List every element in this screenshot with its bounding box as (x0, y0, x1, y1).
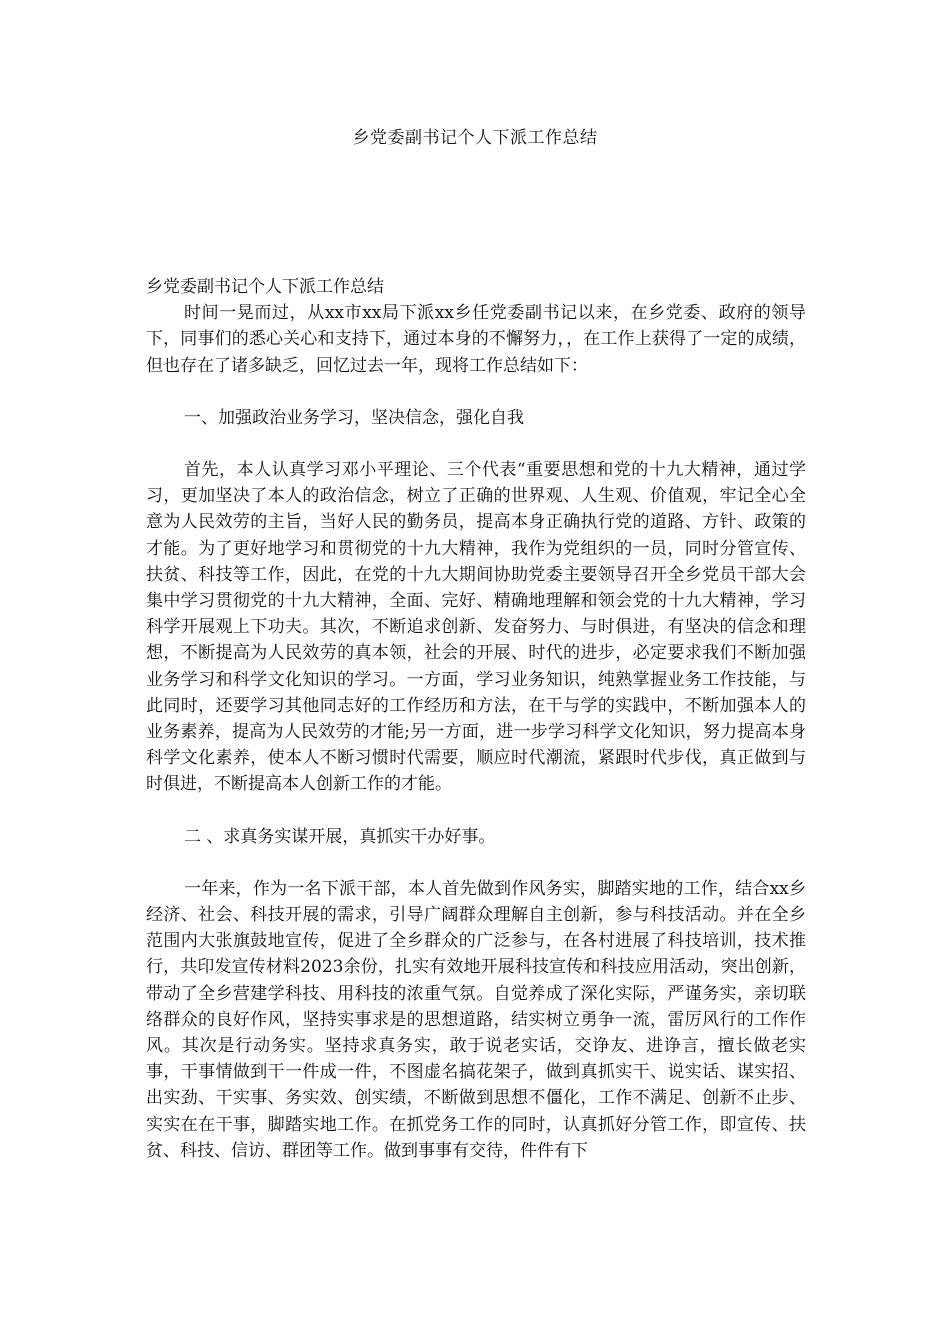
document-body (146, 274, 806, 1164)
paragraph-spacer (146, 850, 806, 876)
section-body-2: 一年来，作为一名下派干部，本人首先做到作风务实，脚踏实地的工作，结合xx乡经济、社会、科技开展的需求，引导广阔群众理解自主创新，参与科技活动。并在全乡范围内大张旗鼓地宣传，促进了全乡群众的广泛参与，在各村进展了科技培训，技术推行，共印发宣传材料2023余份，扎实有效地开展科技宣传和科技应用活动，突出创新，带动了全乡营建学科技、用科技的浓重气氛。自觉养成了深化实际，严谨务实，亲切联络群众的良好作风，坚持实事求是的思想道路，结实树立勇争一流，雷厉风行的工作作风。其次是行动务实。坚持求真务实，敢于说老实话，交诤友、进诤言，擅长做老实事，干事情做到干一件成一件，不图虚名搞花架子，做到真抓实干、说实话、谋实招、出实劲、干实事、务实效、创实绩，不断做到思想不僵化，工作不满足、创新不止步、实实在在干事，脚踏实地工作。在抓党务工作的同时，认真抓好分管工作，即宣传、扶贫、科技、信访、群团等工作。做到事事有交待，件件有下 (146, 878, 806, 1161)
section-heading-1: 一、加强政治业务学习，坚决信念，强化自我 (184, 407, 524, 428)
paragraph-spacer (146, 431, 806, 457)
section-body-1: 首先，本人认真学习邓小平理论、三个代表“重要思想和党的十九大精神，通过学习，更加坚决了本人的政治信念，树立了正确的世界观、人生观、价值观，牢记全心全意为人民效劳的主旨，当好人民的勤务员，提高本身正确执行党的道路、方针、政策的才能。为了更好地学习和贯彻党的十九大精神，我作为党组织的一员，同时分管宣传、扶贫、科技等工作，因此，在党的十九大期间协助党委主要领导召开全乡党员干部大会集中学习贯彻党的十九大精神，全面、完好、精确地理解和领会党的十九大精神，学习科学开展观上下功夫。其次，不断追求创新、发奋努力、与时俱进，有坚决的信念和理想，不断提高为人民效劳的真本领，社会的开展、时代的进步，必定要求我们不断加强业务学习和科学文化知识的学习。一方面，学习业务知识，纯熟掌握业务工作技能，与此同时，还要学习其他同志好的工作经历和方法，在干与学的实践中，不断加强本人的业务素养，提高为人民效劳的才能;另一方面，进一步学习科学文化知识，努力提高本身科学文化素养，使本人不断习惯时代需要，顺应时代潮流，紧跟时代步伐，真正做到与时俱进，不断提高本人创新工作的才能。 (146, 460, 806, 795)
document-title: 乡党委副书记个人下派工作总结 (352, 128, 598, 148)
paragraph-spacer (146, 379, 806, 405)
document-subtitle: 乡党委副书记个人下派工作总结 (146, 277, 384, 297)
paragraph-spacer (146, 798, 806, 824)
intro-paragraph: 时间一晃而过，从xx市xx局下派xx乡任党委副书记以来，在乡党委、政府的领导下，同事们的悉心关心和支持下，通过本身的不懈努力，，在工作上获得了一定的成绩，但也存在了诸多缺乏，回忆过去一年，现将工作总结如下： (146, 303, 806, 376)
section-heading-2: 二 、求真务实谋开展，真抓实干办好事。 (184, 826, 496, 847)
